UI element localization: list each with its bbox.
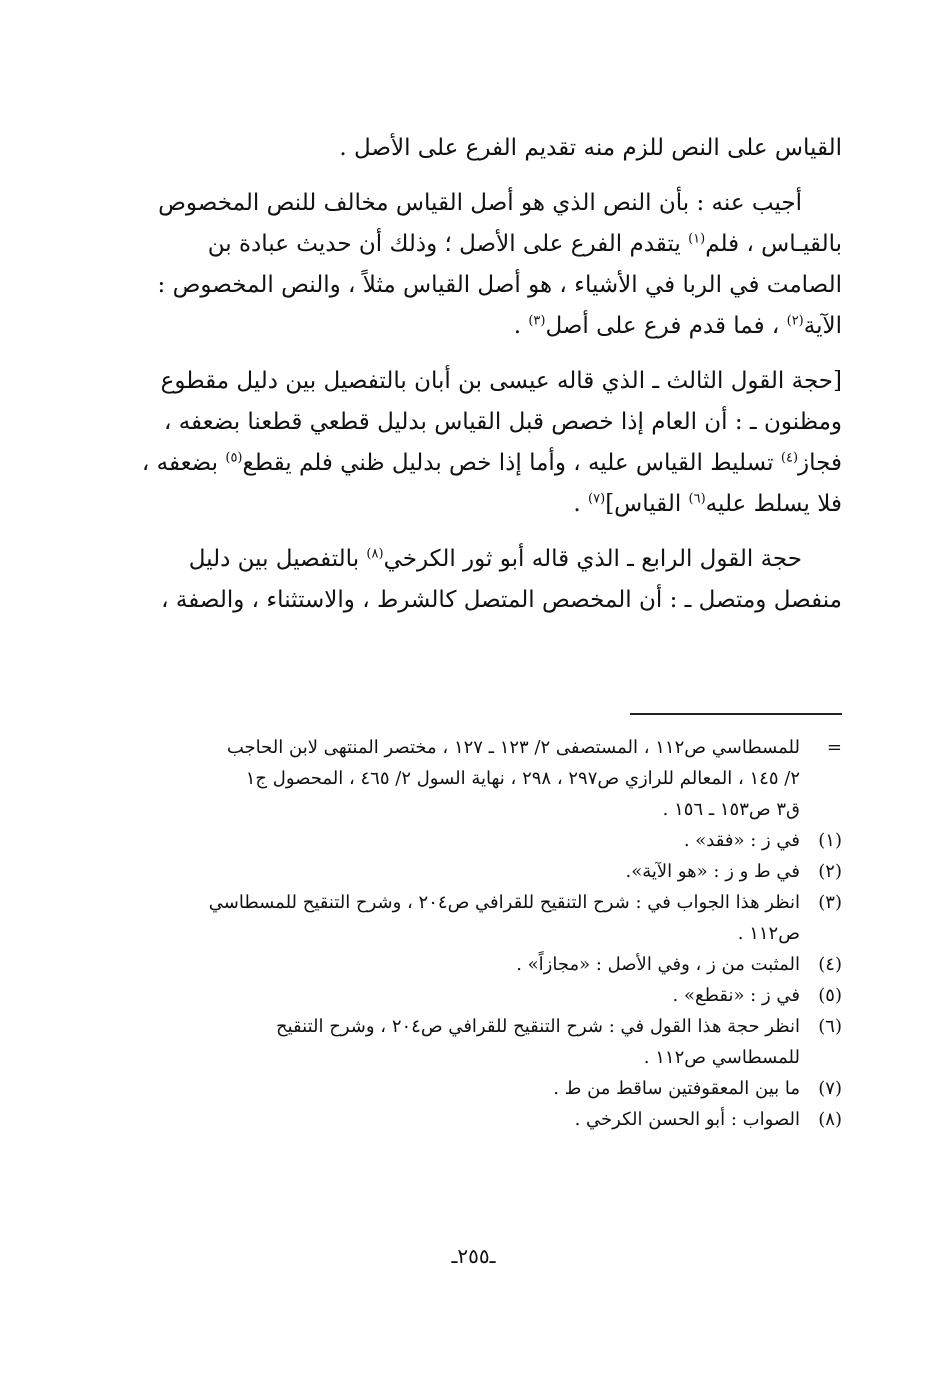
footnote-line: ص١١٢ . bbox=[737, 923, 800, 944]
footnote-item bbox=[132, 980, 842, 1011]
footnote-number: (١) bbox=[818, 830, 842, 851]
footnote-number: (٦) bbox=[818, 1016, 842, 1037]
footnote-item bbox=[132, 1073, 842, 1104]
footnote-text bbox=[132, 825, 800, 856]
footnote-number: (٧) bbox=[818, 1078, 842, 1099]
footnote-number: (٣) bbox=[818, 892, 842, 913]
footnote-ref[interactable]: (٤) bbox=[780, 450, 799, 466]
paragraph-2 bbox=[132, 183, 842, 347]
footnote-number: (٤) bbox=[818, 954, 842, 975]
footnote-ref[interactable]: (١) bbox=[688, 231, 706, 247]
footnote-number: = bbox=[826, 737, 842, 758]
footnote-text bbox=[132, 732, 800, 825]
footnote-line: في ط و ز : «هو الآية». bbox=[625, 861, 800, 882]
footnote-line: للمسطاسي ص١١٢ . bbox=[643, 1047, 800, 1068]
footnote-line: المثبت من ز ، وفي الأصل : «مجازاً» . bbox=[516, 954, 800, 975]
footnote-item bbox=[132, 825, 842, 856]
footnote-line: الصواب : أبو الحسن الكرخي . bbox=[574, 1109, 800, 1130]
footnote-item bbox=[132, 856, 842, 887]
text-line: فجاز$^{(٤)}$ تسليط القياس عليه ، وأما إذا خص بدليل ظني فلم يقطع$^{(٥)}$ بضعفه ، bbox=[141, 450, 842, 476]
footnote-continuation bbox=[132, 732, 842, 825]
text-line: أجيب عنه : بأن النص الذي هو أصل القياس مخالف للنص المخصوص bbox=[158, 190, 802, 216]
footnote-ref[interactable]: (٥) bbox=[225, 450, 243, 466]
footnote-text bbox=[132, 1104, 800, 1135]
footnote-text bbox=[132, 949, 800, 980]
paragraph-3 bbox=[132, 361, 842, 525]
footnote-ref[interactable]: (٢) bbox=[786, 313, 804, 329]
footnote-line: في ز : «نقطع» . bbox=[672, 985, 800, 1006]
footnote-text bbox=[132, 887, 800, 949]
footnote-ref[interactable]: (٣) bbox=[528, 313, 546, 329]
text-line: فلا يسلط عليه$^{(٦)}$ القياس]$^{(٧)}$ . bbox=[573, 491, 842, 517]
footnote-line: في ز : «فقد» . bbox=[683, 830, 800, 851]
footnote-number: (٢) bbox=[818, 861, 842, 882]
footnote-item bbox=[132, 887, 842, 949]
footnote-text bbox=[132, 856, 800, 887]
footnote-item bbox=[132, 949, 842, 980]
footnotes bbox=[132, 732, 842, 1135]
text-line: ومظنون ـ : أن العام إذا خصص قبل القياس بدليل قطعي قطعنا بضعفه ، bbox=[163, 409, 842, 435]
footnote-item bbox=[132, 1011, 842, 1073]
footnote-number: (٥) bbox=[818, 985, 842, 1006]
page-number: ـ٢٥٥ـ bbox=[451, 1244, 496, 1268]
paragraph-4 bbox=[132, 539, 842, 621]
footnote-item bbox=[132, 1104, 842, 1135]
footnote-line: ما بين المعقوفتين ساقط من ط . bbox=[553, 1078, 800, 1099]
footnote-text bbox=[132, 1011, 800, 1073]
footnote-text bbox=[132, 980, 800, 1011]
footnote-separator bbox=[630, 713, 842, 715]
text-line: الصامت في الربا في الأشياء ، هو أصل القياس مثلاً ، والنص المخصوص : bbox=[157, 272, 842, 298]
footnote-line: انظر هذا الجواب في : شرح التنقيح للقرافي ص٢٠٤ ، وشرح التنقيح للمسطاسي bbox=[208, 892, 800, 913]
footnote-text bbox=[132, 1073, 800, 1104]
text-line: منفصل ومتصل ـ : أن المخصص المتصل كالشرط ، والاستثناء ، والصفة ، bbox=[161, 587, 842, 613]
text-line: الآية$^{(٢)}$ ، فما قدم فرع على أصل$^{(٣)}$ . bbox=[513, 313, 842, 339]
footnote-ref[interactable]: (٨) bbox=[366, 546, 384, 562]
footnote-line: للمسطاسي ص١١٢ ، المستصفى ٢/ ١٢٣ ـ ١٢٧ ، مختصر المنتهى لابن الحاجب bbox=[226, 737, 800, 758]
footnote-line: ق٣ ص١٥٣ ـ ١٥٦ . bbox=[662, 799, 800, 820]
footnote-ref[interactable]: (٧) bbox=[588, 491, 606, 507]
footnote-number: (٨) bbox=[818, 1109, 842, 1130]
text-line: حجة القول الرابع ـ الذي قاله أبو ثور الكرخي$^{(٨)}$ بالتفصيل بين دليل bbox=[188, 546, 802, 572]
main-text bbox=[132, 128, 842, 635]
paragraph-1 bbox=[132, 128, 842, 169]
text-line: بالقيـاس ، فلم$^{(١)}$ يتقدم الفرع على الأصل ؛ وذلك أن حديث عبادة بن bbox=[207, 231, 842, 257]
text-line: القياس على النص للزم منه تقديم الفرع على الأصل . bbox=[339, 135, 842, 161]
footnote-line: انظر حجة هذا القول في : شرح التنقيح للقرافي ص٢٠٤ ، وشرح التنقيح bbox=[276, 1016, 800, 1037]
footnote-line: ٢/ ١٤٥ ، المعالم للرازي ص٢٩٧ ، ٢٩٨ ، نهاية السول ٢/ ٤٦٥ ، المحصول ج١ bbox=[245, 768, 800, 789]
text-line: [حجة القول الثالث ـ الذي قاله عيسى بن أبان بالتفصيل بين دليل مقطوع bbox=[160, 368, 842, 394]
footnote-ref[interactable]: (٦) bbox=[688, 491, 706, 507]
